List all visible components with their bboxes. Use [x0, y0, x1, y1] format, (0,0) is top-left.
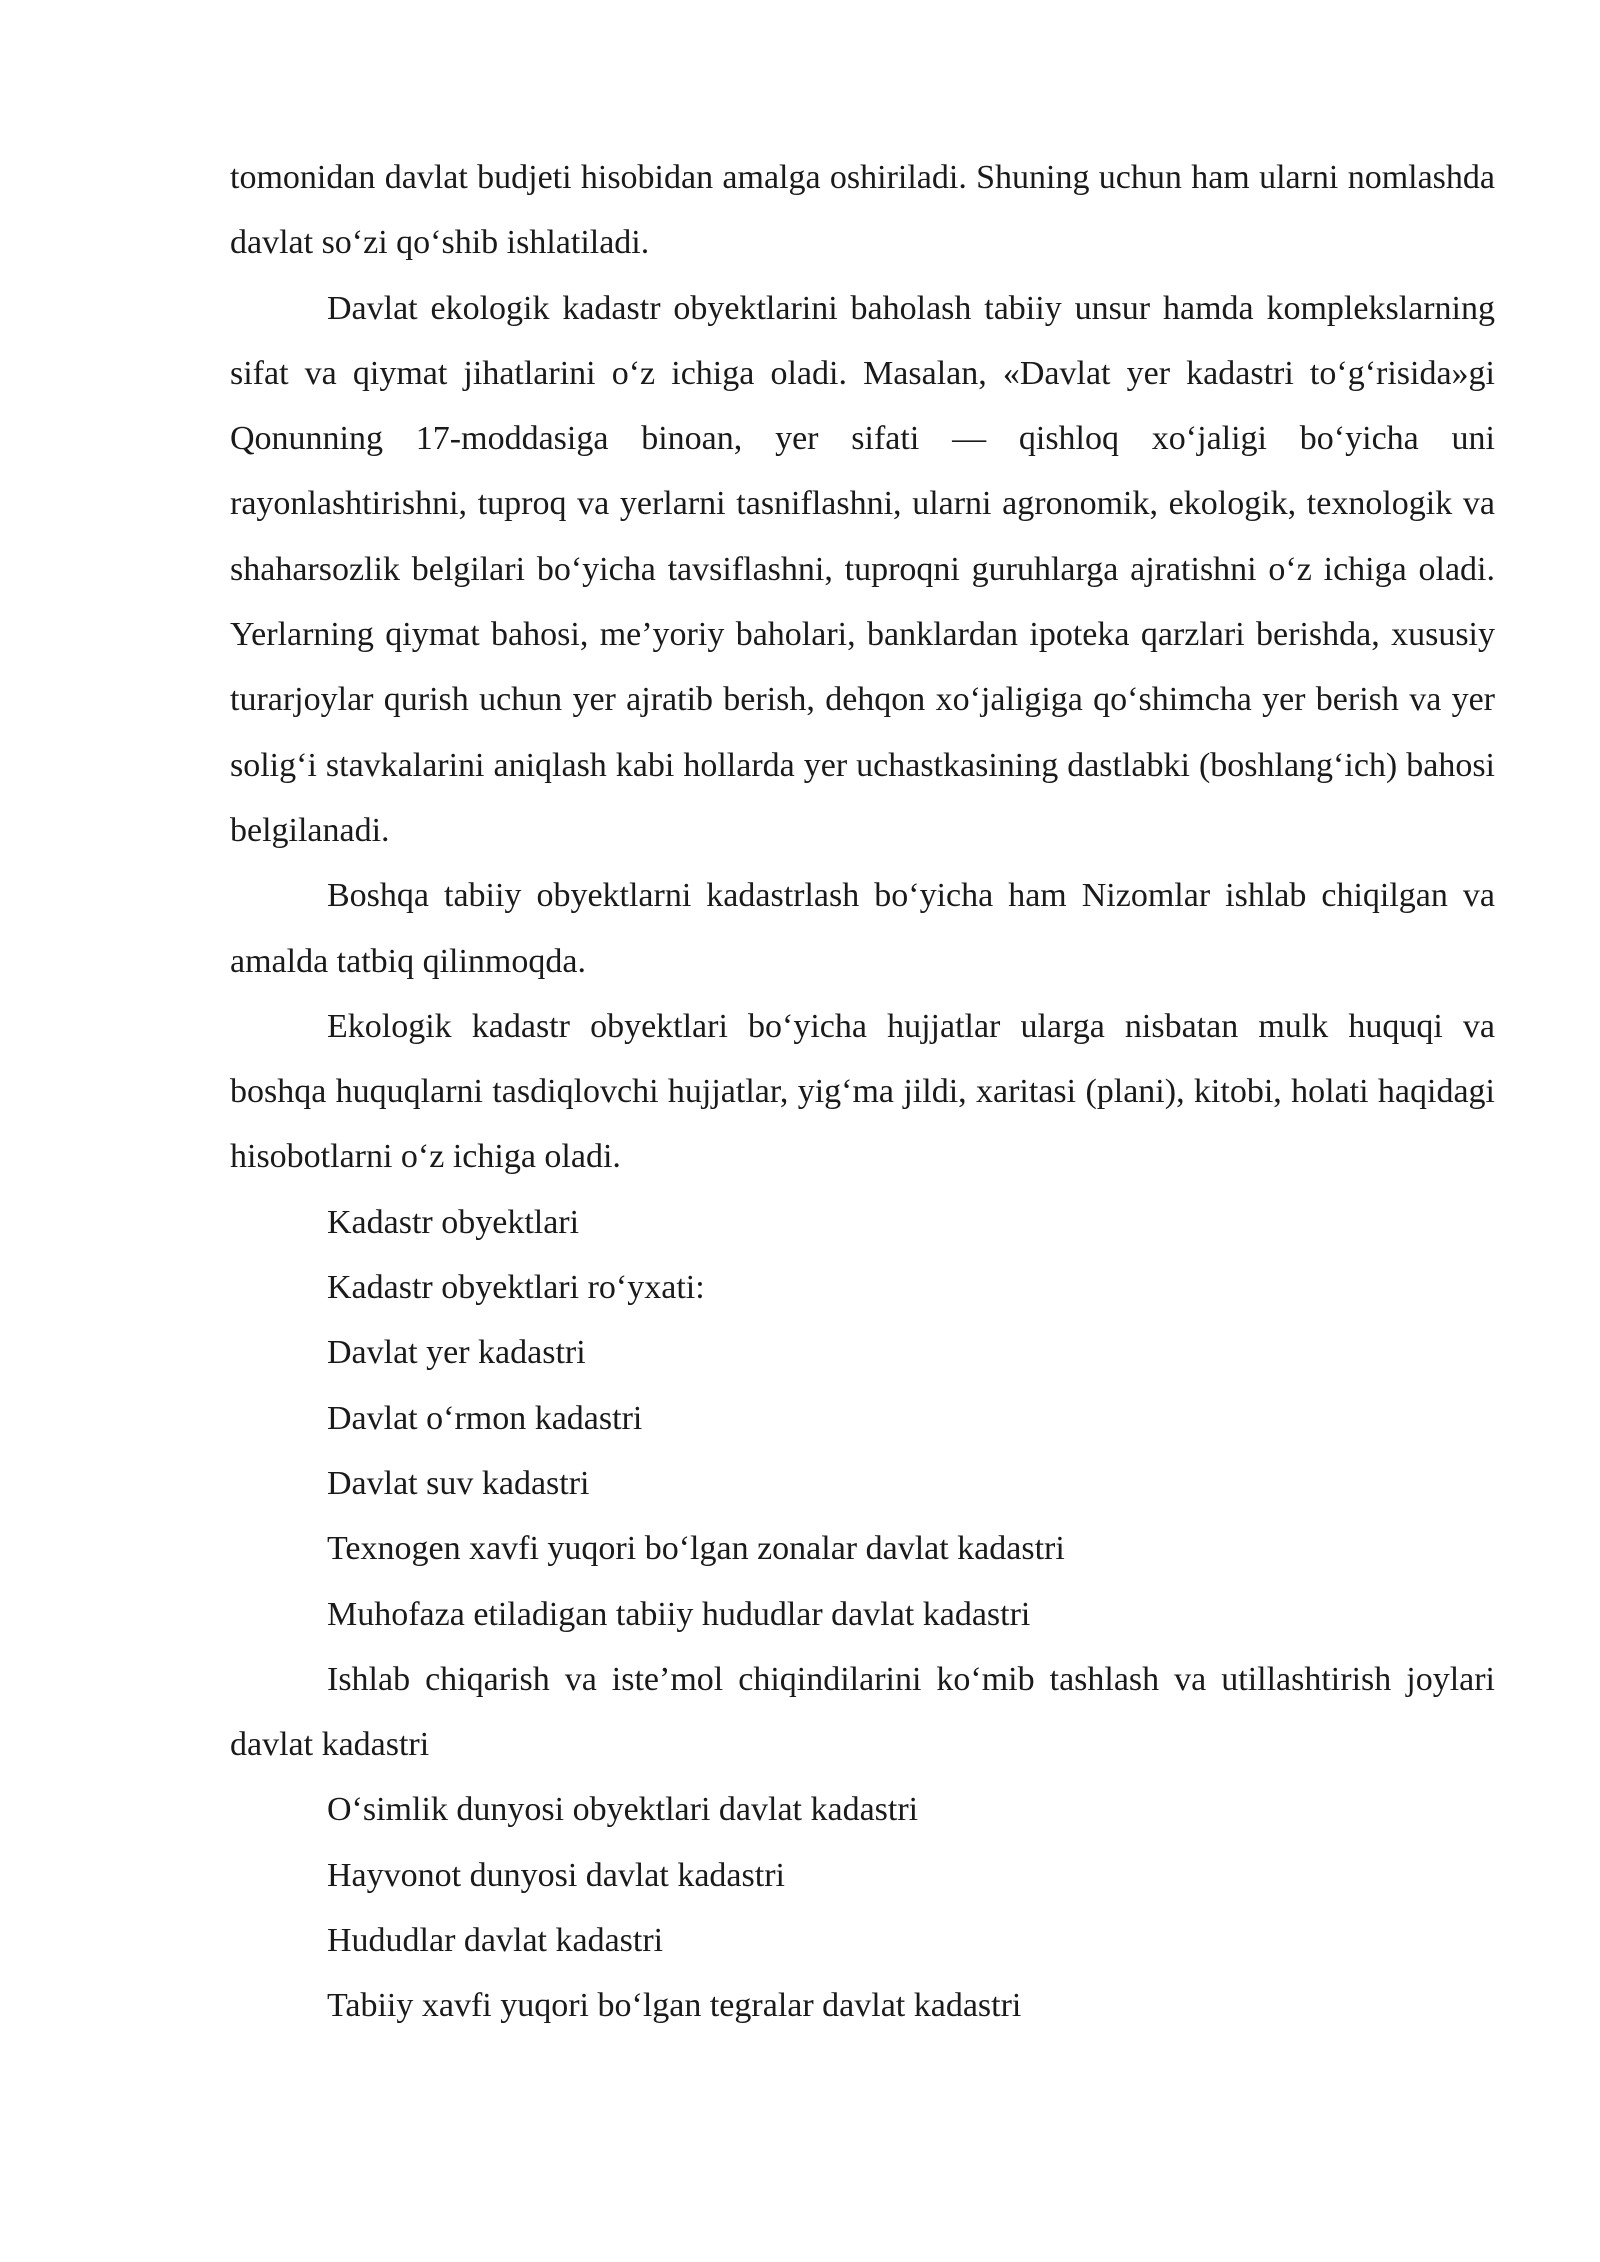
list-item: Hududlar davlat kadastri — [327, 1922, 664, 1960]
paragraph-assessment: Davlat ekologik kadastr obyektlarini baholash tabiiy unsur hamda komplekslarning sifat va qiymat jihatlarini o‘z ichiga oladi. Masalan, «Davlat yer kadastri to‘g‘risida»gi Qonunning 17-moddasiga binoan, yer sifati — qishloq xo‘jaligi bo‘yicha uni rayonlashtirishni, tuproq va yerlarni tasniflashni, ularni agronomik, ekologik, texnologik va shaharsozlik belgilari bo‘yicha tavsiflashni, tuproqni guruhlarga ajratishni o‘z ichiga oladi. Yerlarning qiymat bahosi, me’yoriy baholari, banklardan ipoteka qarzlari berishda, xususiy turarjoylar qurish uchun yer ajratib berish, dehqon xo‘jaligiga qo‘shimcha yer berish va yer solig‘i stavkalarini aniqlash kabi hollarda yer uchastkasining dastlabki (boshlang‘ich) bahosi belgilanadi. — [230, 289, 1495, 849]
list-item: Muhofaza etiladigan tabiiy hududlar davlat kadastri — [327, 1595, 1031, 1633]
list-item: Davlat yer kadastri — [327, 1334, 586, 1372]
list-item: Hayvonot dunyosi davlat kadastri — [327, 1856, 785, 1894]
list-item: Davlat o‘rmon kadastri — [327, 1399, 643, 1437]
list-item: Tabiiy xavfi yuqori bo‘lgan tegralar davlat kadastri — [327, 1987, 1022, 2025]
paragraph-documents: Ekologik kadastr obyektlari bo‘yicha hujjatlar ularga nisbatan mulk huquqi va boshqa huquqlarni tasdiqlovchi hujjatlar, yig‘ma jildi, xaritasi (plani), kitobi, holati haqidagi hisobotlarni o‘z ichiga oladi. — [230, 1007, 1495, 1176]
list-item: Texnogen xavfi yuqori bo‘lgan zonalar davlat kadastri — [327, 1530, 1065, 1568]
list-item: Davlat suv kadastri — [327, 1464, 590, 1502]
list-item: Ishlab chiqarish va iste’mol chiqindilarini ko‘mib tashlash va utillashtirish joylari davlat kadastri — [230, 1660, 1495, 1764]
document-page — [230, 145, 1495, 2039]
list-intro: Kadastr obyektlari ro‘yxati: — [327, 1269, 705, 1307]
list-heading: Kadastr obyektlari — [327, 1203, 580, 1241]
paragraph-continuation: tomonidan davlat budjeti hisobidan amalga oshiriladi. Shuning uchun ham ularni nomlashda davlat so‘zi qo‘shib ishlatiladi. — [230, 159, 1495, 262]
list-item: O‘simlik dunyosi obyektlari davlat kadastri — [327, 1791, 919, 1829]
paragraph-regulations: Boshqa tabiiy obyektlarni kadastrlash bo‘yicha ham Nizomlar ishlab chiqilgan va amalda tatbiq qilinmoqda. — [230, 877, 1495, 980]
